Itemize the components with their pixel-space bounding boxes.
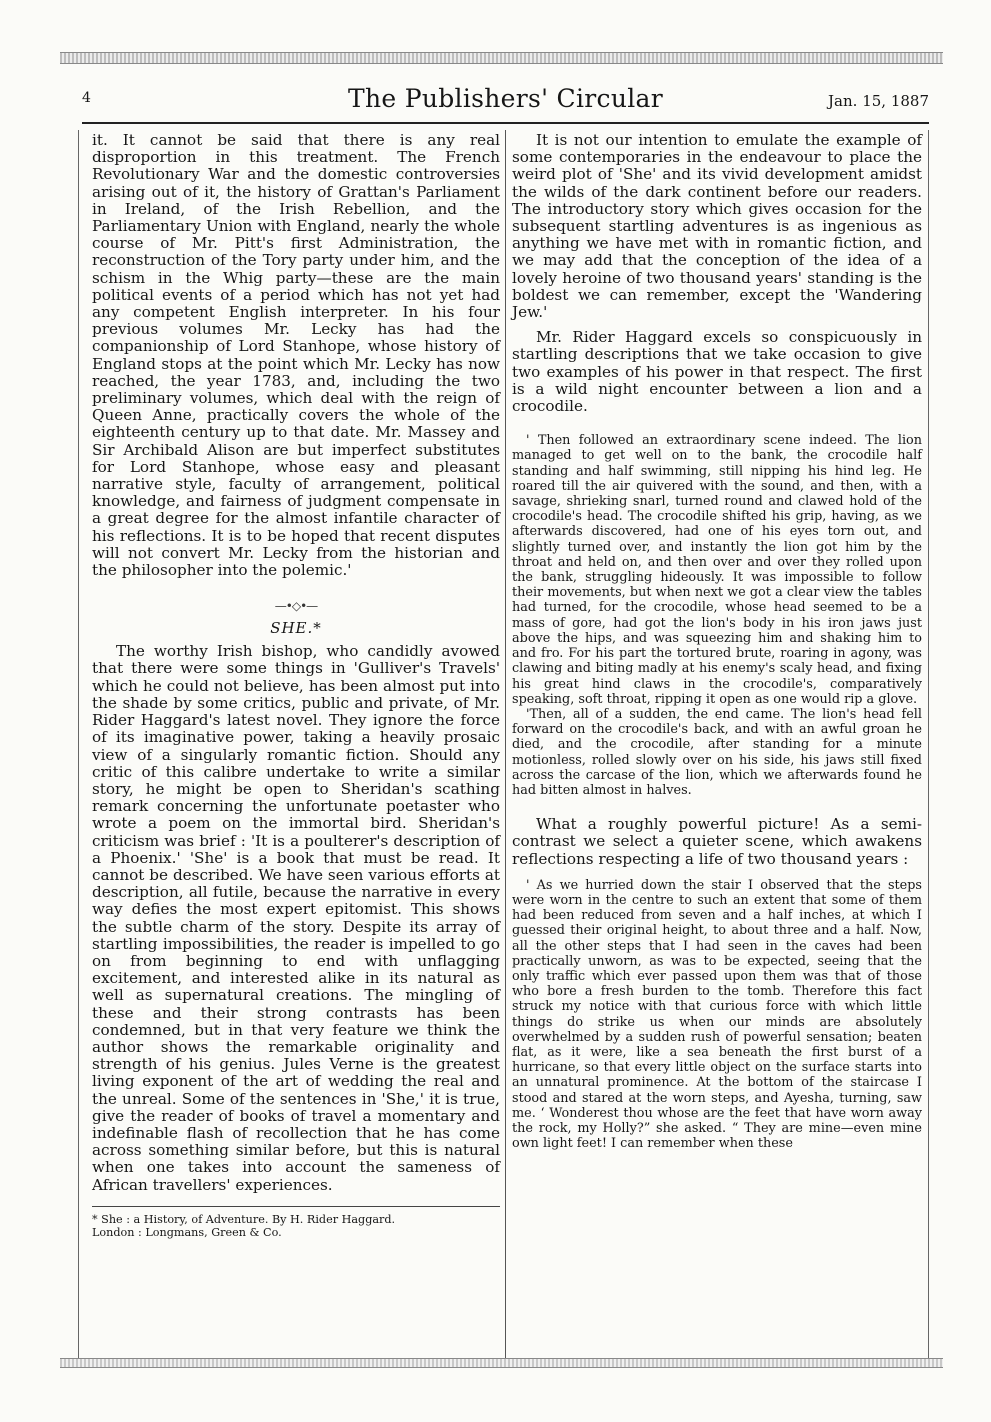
right-column: [512, 132, 922, 1151]
right-paragraph-excels: Mr. Rider Haggard excels so conspicuously in startling descriptions that we take occasion to give two examples of his power in that respect. The first is a wild night encounter between a lion and a crocodile.: [512, 328, 922, 416]
column-divider: [505, 130, 506, 1358]
left-column: [92, 132, 500, 1239]
quote-lion-crocodile: ' Then followed an extraordinary scene indeed. The lion managed to get well on to the bank, the crocodile half standing and half swimming, still nipping his hind leg. He roared till the air quivered with the sound, and then, with a savage, shrieking snarl, turned round and clawed hold of the crocodile's head. The crocodile shifted his grip, having, as we afterwards discovered, had one of his eyes torn out, and slightly turned over, and instantly the lion got him by the throat and held on, and then over and over they rolled upon the bank, struggling hideously. It was impossible to follow their movements, but when next we got a clear view the tables had turned, for the crocodile, whose head seemed to be a mass of gore, had got the lion's body in his iron jaws just above the hips, and was squeezing him and shaking him to and fro. For his part the tortured brute, roaring in agony, was clawing and biting madly at his enemy's scaly head, and fixing his great hind claws in the crocodile's, comparatively speaking, soft throat, ripping it open as one would rip a glove.: [512, 433, 922, 707]
footnote-citation: * She : a History, of Adventure. By H. Rider Haggard.: [92, 1212, 396, 1226]
section-ornament: —•◇•—: [274, 599, 318, 614]
issue-date: Jan. 15, 1887: [828, 92, 929, 110]
left-edge-rule: [78, 130, 79, 1360]
right-paragraph-contrast: What a roughly powerful picture! As a semi-contrast we select a quieter scene, which awakens reflections respecting a life of two thousand years :: [512, 815, 922, 868]
quote-worn-steps: ' As we hurried down the stair I observed that the steps were worn in the centre to such an extent that some of them had been reduced from seven and a half inches, at which I guessed their original height, to about three and a half. Now, all the other steps that I had seen in the caves had been practically unworn, as was to be expected, seeing that the only traffic which ever passed upon them was that of those who bore a fresh burden to the tomb. Therefore this fact struck my notice with that curious force with which little things do strike us when our minds are absolutely overwhelmed by a sudden rush of powerful sensation; beaten flat, as it were, like a sea beneath the first burst of a hurricane, so that every little object on the surface starts into an unnatural prominence. At the bottom of the staircase I stood and stared at the worn steps, and Ayesha, turning, saw me. ‘ Wonderest thou whose are the feet that have worn away the rock, my Holly?” she asked. “ They are mine—even mine own light feet! I can remember when these: [512, 877, 922, 1152]
she-review-paragraph: The worthy Irish bishop, who candidly avowed that there were some things in 'Gulliver's Travels' which he could not believe, has been almost put into the shade by some critics, public and private, of Mr. Rider Haggard's latest novel. They ignore the force of its imaginative power, taking a heavily prosaic view of a singularly romantic fiction. Should any critic of this calibre undertake to write a similar story, he might be open to Sheridan's scathing remark concerning the unfortunate poetaster who wrote a poem on the immortal bird. Sheridan's criticism was brief : 'It is a poulterer's description of a Phoenix.' 'She' is a book that must be read. It cannot be described. We have seen various efforts at description, all futile, because the narrative in every way defies the most expert epitomist. This shows the subtle charm of the story. Despite its array of startling impossibilities, the reader is impelled to go on from beginning to end with unflagging excitement, and interested alike in its natural as well as supernatural creations. The mingling of these and their strong contrasts has been condemned, but in that very feature we think the author shows the remarkable originality and strength of his genius. Jules Verne is the greatest living exponent of the art of wedding the real and the unreal. Some of the sentences in 'She,' it is true, give the reader of books of travel a momentary and indefinable flash of recollection that he has come across something similar before, but this is natural when one takes into account the sameness of African travellers' experiences.: [92, 642, 500, 1194]
quote-end-came: 'Then, all of a sudden, the end came. The lion's head fell forward on the crocodile's back, and with an awful groan he died, and the crocodile, after standing for a minute motionless, rolled slowly over on his side, his jaws still fixed across the carcase of the lion, which we afterwards found he had bitten almost in halves.: [512, 706, 922, 798]
right-edge-rule: [928, 130, 929, 1360]
lecky-review-continuation: it. It cannot be said that there is any real disproportion in this treatment. The French Revolutionary War and the domestic controversies arising out of it, the history of Grattan's Parliament in Ireland, of the Irish Rebellion, and the Parliamentary Union with England, nearly the whole course of Mr. Pitt's first Administration, the reconstruction of the Tory party under him, and the schism in the Whig party—these are the main political events of a period which has not yet had any competent English interpreter. In his four previous volumes Mr. Lecky has had the companionship of Lord Stanhope, whose history of England stops at the point which Mr. Lecky has now reached, the year 1783, and, including the two preliminary volumes, which deal with the reign of Queen Anne, practically covers the whole of the eighteenth century up to that date. Mr. Massey and Sir Archibald Alison are but imperfect substitutes for Lord Stanhope, whose easy and pleasant narrative style, faculty of arrangement, political knowledge, and fairness of judgment compensate in a great degree for the almost infantile character of his reflections. It is to be hoped that recent disputes will not convert Mr. Lecky from the historian and the philosopher into the polemic.': [92, 131, 500, 580]
page-number: 4: [82, 90, 91, 106]
footnote-rule: [92, 1206, 500, 1207]
page-header: [82, 84, 929, 118]
bottom-ornamental-border: [60, 1358, 943, 1368]
top-ornamental-border: [60, 52, 943, 64]
header-rule: [82, 122, 929, 124]
right-paragraph-intro: It is not our intention to emulate the example of some contemporaries in the endeavour to place the weird plot of 'She' and its vivid development amidst the wilds of the dark continent before our readers. The introductory story which gives occasion for the subsequent startling adventures is as ingenious as anything we have met with in romantic fiction, and we may add that the conception of the idea of a lovely heroine of two thousand years' standing is the boldest we can remember, except the 'Wandering Jew.': [512, 131, 922, 322]
section-title-she: SHE.*: [270, 619, 322, 638]
publication-title: The Publishers' Circular: [348, 84, 663, 113]
footnote-publisher: London : Longmans, Green & Co.: [92, 1225, 282, 1239]
